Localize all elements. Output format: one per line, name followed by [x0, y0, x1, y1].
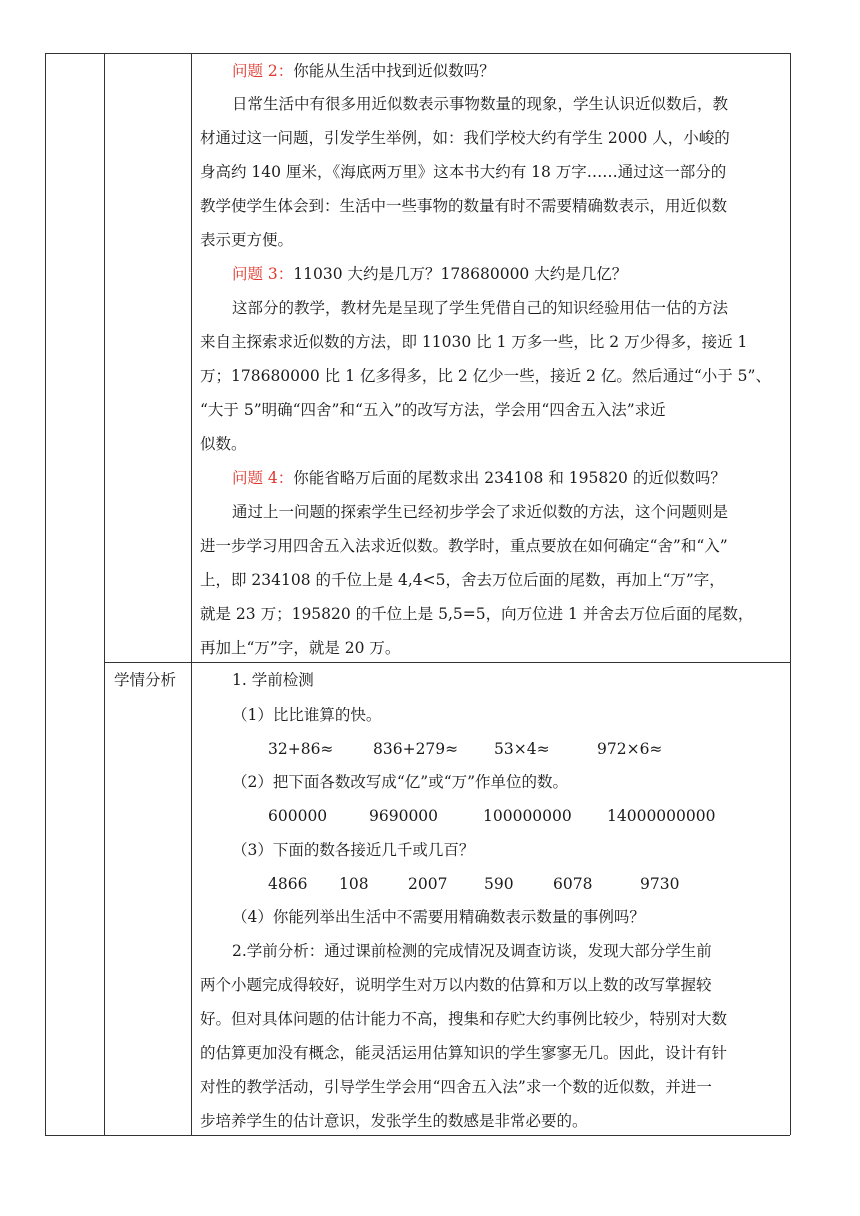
number-item: 14000000000 — [607, 807, 716, 825]
q2-para-line: 教学使学生体会到：生活中一些事物的数量有时不需要精确数表示，用近似数 — [200, 197, 728, 215]
question-3-text: 11030 大约是几万？178680000 大约是几亿？ — [293, 265, 628, 283]
table-left-border — [45, 53, 46, 1135]
analysis-para-line: 两个小题完成得较好，说明学生对万以内数的估算和万以上数的改写掌握较 — [200, 976, 712, 994]
number-item: 100000000 — [483, 807, 572, 825]
analysis-item-4: （4）你能列举出生活中不需要用精确数表示数量的事例吗？ — [232, 908, 645, 926]
analysis-para-line: 的估算更加没有概念，能灵活运用估算知识的学生寥寥无几。因此，设计有针 — [200, 1044, 728, 1062]
analysis-para-line: 好。但对具体问题的估计能力不高，搜集和存贮大约事例比较少，特别对大数 — [200, 1010, 728, 1028]
q3-para-line: 似数。 — [200, 435, 247, 453]
calc-item: 32+86≈ — [268, 740, 334, 758]
number-item: 108 — [339, 875, 369, 893]
number-item: 590 — [484, 875, 514, 893]
analysis-para-line: 步培养学生的估计意识，发张学生的数感是非常必要的。 — [200, 1112, 588, 1130]
q4-para-line: 进一步学习用四舍五入法求近似数。教学时，重点要放在如何确定“舍”和“入” — [200, 537, 728, 555]
row-label-analysis: 学情分析 — [114, 671, 177, 689]
column-divider-1 — [104, 53, 105, 1135]
question-3 — [232, 263, 627, 285]
analysis-item-2: （2）把下面各数改写成“亿”或“万”作单位的数。 — [232, 773, 569, 791]
row-divider — [104, 662, 790, 663]
question-2 — [232, 60, 495, 82]
q4-para-line: 再加上“万”字，就是 20 万。 — [200, 639, 401, 657]
calc-item: 972×6≈ — [597, 740, 663, 758]
analysis-heading: 1. 学前检测 — [232, 671, 314, 689]
q4-para-line: 上，即 234108 的千位上是 4,4<5，舍去万位后面的尾数，再加上“万”字， — [200, 571, 725, 589]
q2-para-line: 身高约 140 厘米，《海底两万里》这本书大约有 18 万字……通过这一部分的 — [200, 163, 727, 181]
calc-item: 53×4≈ — [494, 740, 550, 758]
q3-para-line: “大于 5”明确“四舍”和“五入”的改写方法，学会用“四舍五入法”求近 — [200, 401, 666, 419]
table-bottom-border — [45, 1135, 790, 1136]
analysis-para-line: 2.学前分析：通过课前检测的完成情况及调查访谈，发现大部分学生前 — [232, 942, 712, 960]
question-2-text: 你能从生活中找到近似数吗？ — [293, 62, 495, 80]
q4-para-line: 通过上一问题的探索学生已经初步学会了求近似数的方法，这个问题则是 — [232, 503, 729, 521]
question-4 — [232, 467, 726, 489]
number-item: 9730 — [640, 875, 680, 893]
column-divider-2 — [191, 53, 192, 1135]
analysis-item-3: （3）下面的数各接近几千或几百？ — [232, 841, 475, 859]
q3-para-line: 万；178680000 比 1 亿多得多，比 2 亿少一些，接近 2 亿。然后通过“小于 5”、 — [200, 367, 771, 385]
analysis-item-1: （1）比比谁算的快。 — [232, 706, 382, 724]
q3-para-line: 这部分的教学，教材先是呈现了学生凭借自己的知识经验用估一估的方法 — [232, 299, 729, 317]
table-right-border — [790, 53, 791, 1135]
question-3-label: 问题 3： — [232, 265, 294, 283]
calc-item: 836+279≈ — [373, 740, 459, 758]
question-2-label: 问题 2： — [232, 62, 294, 80]
number-item: 600000 — [268, 807, 328, 825]
table-top-border — [45, 53, 790, 54]
q2-para-line: 日常生活中有很多用近似数表示事物数量的现象，学生认识近似数后，教 — [232, 95, 729, 113]
q4-para-line: 就是 23 万；195820 的千位上是 5,5=5，向万位进 1 并舍去万位后面的尾数， — [200, 605, 754, 623]
q2-para-line: 材通过这一问题，引发学生举例，如：我们学校大约有学生 2000 人，小峻的 — [200, 129, 730, 147]
question-4-label: 问题 4： — [232, 469, 294, 487]
number-item: 6078 — [553, 875, 593, 893]
q3-para-line: 来自主探索求近似数的方法，即 11030 比 1 万多一些，比 2 万少得多，接近 1 — [200, 333, 748, 351]
number-item: 4866 — [268, 875, 308, 893]
number-item: 9690000 — [369, 807, 439, 825]
number-item: 2007 — [408, 875, 448, 893]
q2-para-line: 表示更方便。 — [200, 231, 294, 249]
analysis-para-line: 对性的教学活动，引导学生学会用“四舍五入法”求一个数的近似数，并进一 — [200, 1078, 712, 1096]
question-4-text: 你能省略万后面的尾数求出 234108 和 195820 的近似数吗？ — [293, 469, 726, 487]
